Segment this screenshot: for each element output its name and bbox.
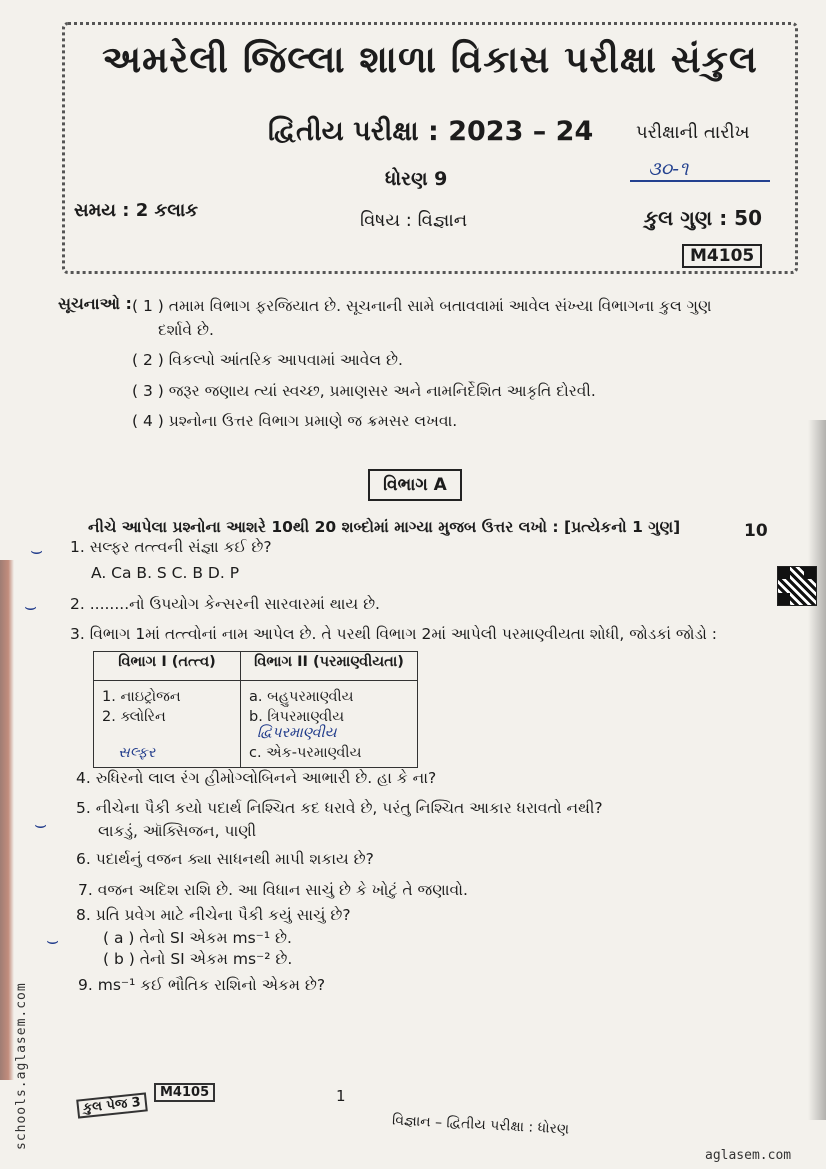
instruction-1-cont: દર્શાવે છે. bbox=[158, 321, 214, 339]
page-number: 1 bbox=[336, 1087, 346, 1105]
footer-page-count: કુલ પેજ 3 bbox=[76, 1092, 147, 1118]
match-col2-item: c. એક-પરમાણ્વીય bbox=[241, 743, 418, 768]
footer-paper-code: M4105 bbox=[154, 1083, 215, 1102]
pen-tick-mark: ⌣ bbox=[46, 928, 60, 952]
instruction-1: ( 1 ) તમામ વિભાગ ફરજિયાત છે. સૂચનાની સામે બતાવવામાં આવેલ સંખ્યા વિભાગના કુલ ગુણ bbox=[132, 297, 712, 315]
match-table bbox=[93, 651, 418, 768]
question-9: 9. ms⁻¹ કઈ ભૌતિક રાશિનો એકમ છે? bbox=[78, 976, 326, 994]
instruction-4: ( 4 ) પ્રશ્નોના ઉત્તર વિભાગ પ્રમાણે જ ક્રમસર લખવા. bbox=[132, 412, 458, 430]
question-5-options: લાકડું, ઑક્સિજન, પાણી bbox=[98, 822, 257, 840]
question-5: 5. નીચેના પૈકી કયો પદાર્થ નિશ્ચિત કદ ધરાવે છે, પરંતુ નિશ્ચિત આકાર ધરાવતો નથી? bbox=[76, 799, 603, 817]
match-col2-text: b. ત્રિપરમાણ્વીય bbox=[249, 709, 345, 725]
sheet-edge-right bbox=[808, 420, 826, 1120]
match-col1-item: 1. નાઇટ્રોજન bbox=[94, 681, 241, 708]
question-1-options: A. Ca B. S C. B D. P bbox=[91, 564, 240, 582]
exam-date-label: પરીક્ષાની તારીખ bbox=[636, 122, 750, 143]
side-watermark: schools.aglasem.com bbox=[14, 982, 29, 1150]
pen-tick-mark: ⌣ bbox=[24, 594, 38, 618]
exam-date-value: ૩૦-૧ bbox=[648, 158, 689, 180]
question-3: 3. વિભાગ 1માં તત્ત્વોનાં નામ આપેલ છે. તે પરથી વિભાગ 2માં આપેલી પરમાણ્વીયતા શોધી, જોડકાં જોડો : bbox=[70, 625, 718, 643]
instructions-label: સૂચનાઓ : bbox=[58, 294, 132, 313]
qr-code bbox=[777, 566, 817, 606]
instruction-3: ( 3 ) જરૂર જણાય ત્યાં સ્વચ્છ, પ્રમાણસર અને નામનિર્દેશિત આકૃતિ દોરવી. bbox=[132, 382, 596, 400]
sheet-edge-left bbox=[0, 560, 14, 1080]
match-col1-item: 2. ક્લોરિન bbox=[94, 707, 241, 743]
instruction-2: ( 2 ) વિકલ્પો આંતરિક આપવામાં આવેલ છે. bbox=[132, 351, 403, 369]
standard: ધોરણ 9 bbox=[385, 168, 448, 190]
section-directions: નીચે આપેલા પ્રશ્નોના આશરે 10થી 20 શબ્દોમાં માગ્યા મુજબ ઉત્તર લખો : [પ્રત્યેકનો 1 ગુણ] bbox=[88, 518, 681, 536]
question-2: 2. ........નો ઉપયોગ કેન્સરની સારવારમાં થાય છે. bbox=[70, 595, 380, 613]
paper-code: M4105 bbox=[682, 244, 762, 268]
handwritten-answer: દ્વિપરમાણ્વીય bbox=[257, 725, 337, 741]
subject: વિષય : વિજ્ઞાન bbox=[360, 210, 468, 231]
exam-time: સમય : 2 કલાક bbox=[74, 200, 198, 221]
question-7: 7. વજન અદિશ રાશિ છે. આ વિધાન સાચું છે કે ખોટું તે જણાવો. bbox=[78, 881, 468, 899]
section-title: વિભાગ A bbox=[368, 469, 462, 501]
pen-tick-mark: ⌣ bbox=[30, 538, 44, 562]
exam-name: દ્વિતીય પરીક્ષા : 2023 – 24 bbox=[268, 116, 594, 147]
match-col1-handwritten: સલ્ફર bbox=[94, 743, 241, 768]
section-marks: 10 bbox=[744, 521, 768, 541]
match-col2-header: વિભાગ II (પરમાણ્વીયતા) bbox=[241, 652, 418, 681]
question-8a: ( a ) તેનો SI એકમ ms⁻¹ છે. bbox=[103, 929, 292, 947]
question-1: 1. સલ્ફર તત્ત્વની સંજ્ઞા કઈ છે? bbox=[70, 538, 272, 556]
pen-tick-mark: ⌣ bbox=[34, 812, 48, 836]
match-col2-item: a. બહુપરમાણ્વીય bbox=[241, 681, 418, 708]
footer-running-title: વિજ્ઞાન – દ્વિતીય પરીક્ષા : ધોરણ bbox=[391, 1112, 570, 1138]
exam-date-line bbox=[630, 180, 770, 182]
question-8: 8. પ્રતિ પ્રવેગ માટે નીચેના પૈકી કયું સાચું છે? bbox=[76, 906, 351, 924]
watermark: aglasem.com bbox=[705, 1148, 792, 1163]
question-8b: ( b ) તેનો SI એકમ ms⁻² છે. bbox=[103, 950, 293, 968]
total-marks: કુલ ગુણ : 50 bbox=[644, 206, 762, 230]
match-col1-header: વિભાગ I (તત્ત્વ) bbox=[94, 652, 241, 681]
paper-title: અમરેલી જિલ્લા શાળા વિકાસ પરીક્ષા સંકુલ bbox=[102, 38, 758, 81]
question-6: 6. પદાર્થનું વજન ક્યા સાધનથી માપી શકાય છે? bbox=[76, 850, 374, 868]
question-4: 4. રુધિરનો લાલ રંગ હીમોગ્લોબિનને આભારી છે. હા કે ના? bbox=[76, 769, 437, 787]
match-col2-item bbox=[241, 707, 418, 743]
